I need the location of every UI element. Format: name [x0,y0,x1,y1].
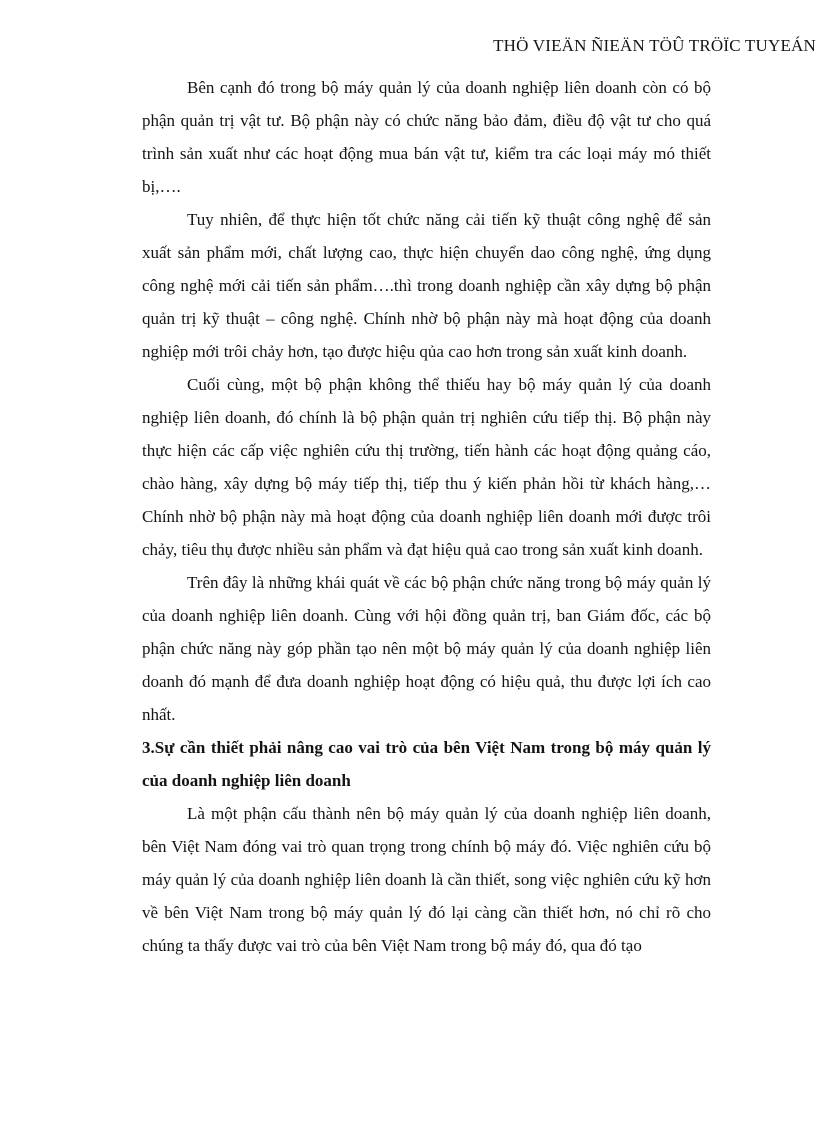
paragraph-marketing-research: Cuối cùng, một bộ phận không thể thiếu hay bộ máy quản lý của doanh nghiệp liên doanh, đó chính là bộ phận quản trị nghiên cứu tiếp thị. Bộ phận này thực hiện các cấp việc nghiên cứu thị trường, tiến hành các hoạt động quảng cáo, chào hàng, xây dựng bộ máy tiếp thị, tiếp thu ý kiến phản hồi từ khách hàng,…Chính nhờ bộ phận này mà hoạt động của doanh nghiệp liên doanh mới được trôi chảy, tiêu thụ được nhiều sản phẩm và đạt hiệu quả cao trong sản xuất kinh doanh. [142,375,711,559]
paragraph-materials-management: Bên cạnh đó trong bộ máy quản lý của doanh nghiệp liên doanh còn có bộ phận quản trị vật tư. Bộ phận này có chức năng bảo đảm, điều độ vật tư cho quá trình sản xuất như các hoạt động mua bán vật tư, kiểm tra các loại máy mó thiết bị,…. [142,78,711,196]
paragraph-summary: Trên đây là những khái quát về các bộ phận chức năng trong bộ máy quản lý của doanh nghiệp liên doanh. Cùng với hội đồng quản trị, ban Giám đốc, các bộ phận chức năng này góp phần tạo nên một bộ máy quản lý của doanh nghiệp liên doanh đó mạnh để đưa doanh nghiệp hoạt động có hiệu quả, thu được lợi ích cao nhất. [142,573,711,724]
section-heading: 3.Sự cần thiết phải nâng cao vai trò của bên Việt Nam trong bộ máy quản lý của doanh nghiệp liên doanh [142,738,711,790]
section-paragraph: Là một phận cấu thành nên bộ máy quản lý của doanh nghiệp liên doanh, bên Việt Nam đóng vai trò quan trọng trong chính bộ máy đó. Việc nghiên cứu bộ máy quản lý của doanh nghiệp liên doanh là cần thiết, song việc nghiên cứu kỹ hơn về bên Việt Nam trong bộ máy quản lý đó lại càng cần thiết hơn, nó chỉ rõ cho chúng ta thấy được vai trò của bên Việt Nam trong bộ máy đó, qua đó tạo [142,804,711,955]
paragraph-technology-management: Tuy nhiên, để thực hiện tốt chức năng cải tiến kỹ thuật công nghệ để sản xuất sản phẩm mới, chất lượng cao, thực hiện chuyển dao công nghệ, ứng dụng công nghệ mới cải tiến sản phẩm….thì trong doanh nghiệp cần xây dựng bộ phận quản trị kỹ thuật – công nghệ. Chính nhờ bộ phận này mà hoạt động của doanh nghiệp mới trôi chảy hơn, tạo được hiệu qủa cao hơn trong sản xuất kinh doanh. [142,210,711,361]
document-body [142,71,711,962]
page-header-title: THÖ VIEÄN ÑIEÄN TÖÛ TRÖÏC TUYEÁN [493,36,816,55]
